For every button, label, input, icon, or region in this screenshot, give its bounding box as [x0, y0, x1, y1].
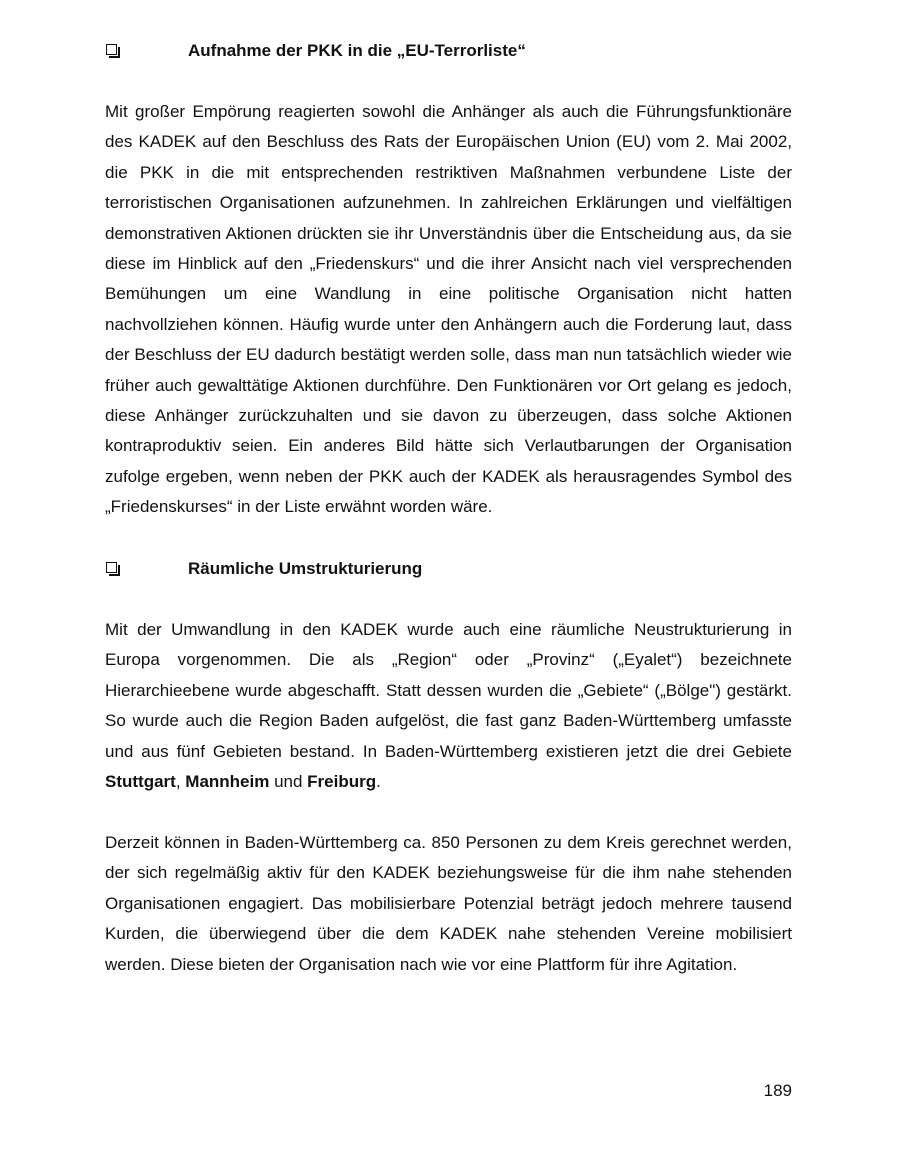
city-mannheim: Mannheim [185, 772, 270, 792]
section-heading-umstrukturierung [106, 554, 806, 584]
section-heading-text: Aufnahme der PKK in die „EU-Terrorliste“ [188, 41, 526, 60]
paragraph-membership: Derzeit können in Baden-Württemberg ca. 850 Personen zu dem Kreis gerechnet werden, der sich regelmäßig aktiv für den KADEK beziehungsweise für die ihm nahe stehenden Organisationen engagiert. Das mobilisierbare Potenzial beträgt jedoch mehrere tausend Kurden, die überwiegend über die dem KADEK nahe stehenden Vereine mobilisiert werden. Diese bieten der Organisation nach wie vor eine Plattform für ihre Agitation. [105, 833, 792, 974]
paragraph-restructuring [105, 615, 792, 797]
checkbox-bullet-icon [106, 562, 117, 573]
city-stuttgart: Stuttgart [105, 772, 176, 792]
paragraph-restructuring-text: Mit der Umwandlung in den KADEK wurde auch eine räumliche Neustrukturierung in Europa vorgenommen. Die als „Region“ oder „Provinz“ („Eyalet“) bezeichnete Hierarchieebene wurde abgeschafft. Statt dessen wurden die „Gebiete“ („Bölge") gestärkt. So wurde auch die Region Baden aufgelöst, die fast ganz Baden-Württemberg umfasste und aus fünf Gebieten bestand. In Baden-Württemberg existieren jetzt die drei Gebiete [105, 620, 792, 761]
sentence-end: . [376, 772, 381, 792]
paragraph-pkk-reaction: Mit großer Empörung reagierten sowohl die Anhänger als auch die Führungsfunktionäre des KADEK auf den Beschluss des Rats der Europäischen Union (EU) vom 2. Mai 2002, die PKK in die mit entsprechenden restriktiven Maßnahmen verbundene Liste der terroristischen Organisationen aufzunehmen. In zahlreichen Erklärungen und vielfältigen demonstrativen Aktionen drückten sie ihr Unverständnis über die Entscheidung aus, da sie diese im Hinblick auf den „Friedenskurs“ und die ihrer Ansicht nach viel versprechenden Bemühungen um eine Wandlung in eine politische Organisation nicht hatten nachvollziehen können. Häufig wurde unter den Anhängern auch die Forderung laut, dass der Beschluss der EU dadurch bestätigt werden solle, dass man nun tatsächlich wieder wie früher auch gewalttätige Aktionen durchführe. Den Funktionären vor Ort gelang es jedoch, diese Anhänger zurückzuhalten und sie davon zu überzeugen, dass solche Aktionen kontraproduktiv seien. Ein anderes Bild hätte sich Verlautbarungen der Organisation zufolge ergeben, wenn neben der PKK auch der KADEK als herausragendes Symbol des „Friedenskurses“ in der Liste erwähnt worden wäre. [105, 102, 792, 517]
city-freiburg: Freiburg [307, 772, 377, 792]
separator: , [175, 772, 186, 792]
section-heading-text: Räumliche Umstrukturierung [188, 559, 423, 578]
checkbox-bullet-icon [106, 44, 117, 55]
page-number: 189 [763, 1081, 792, 1100]
separator: und [269, 772, 308, 792]
section-heading-pkk-terrorliste [106, 36, 806, 66]
